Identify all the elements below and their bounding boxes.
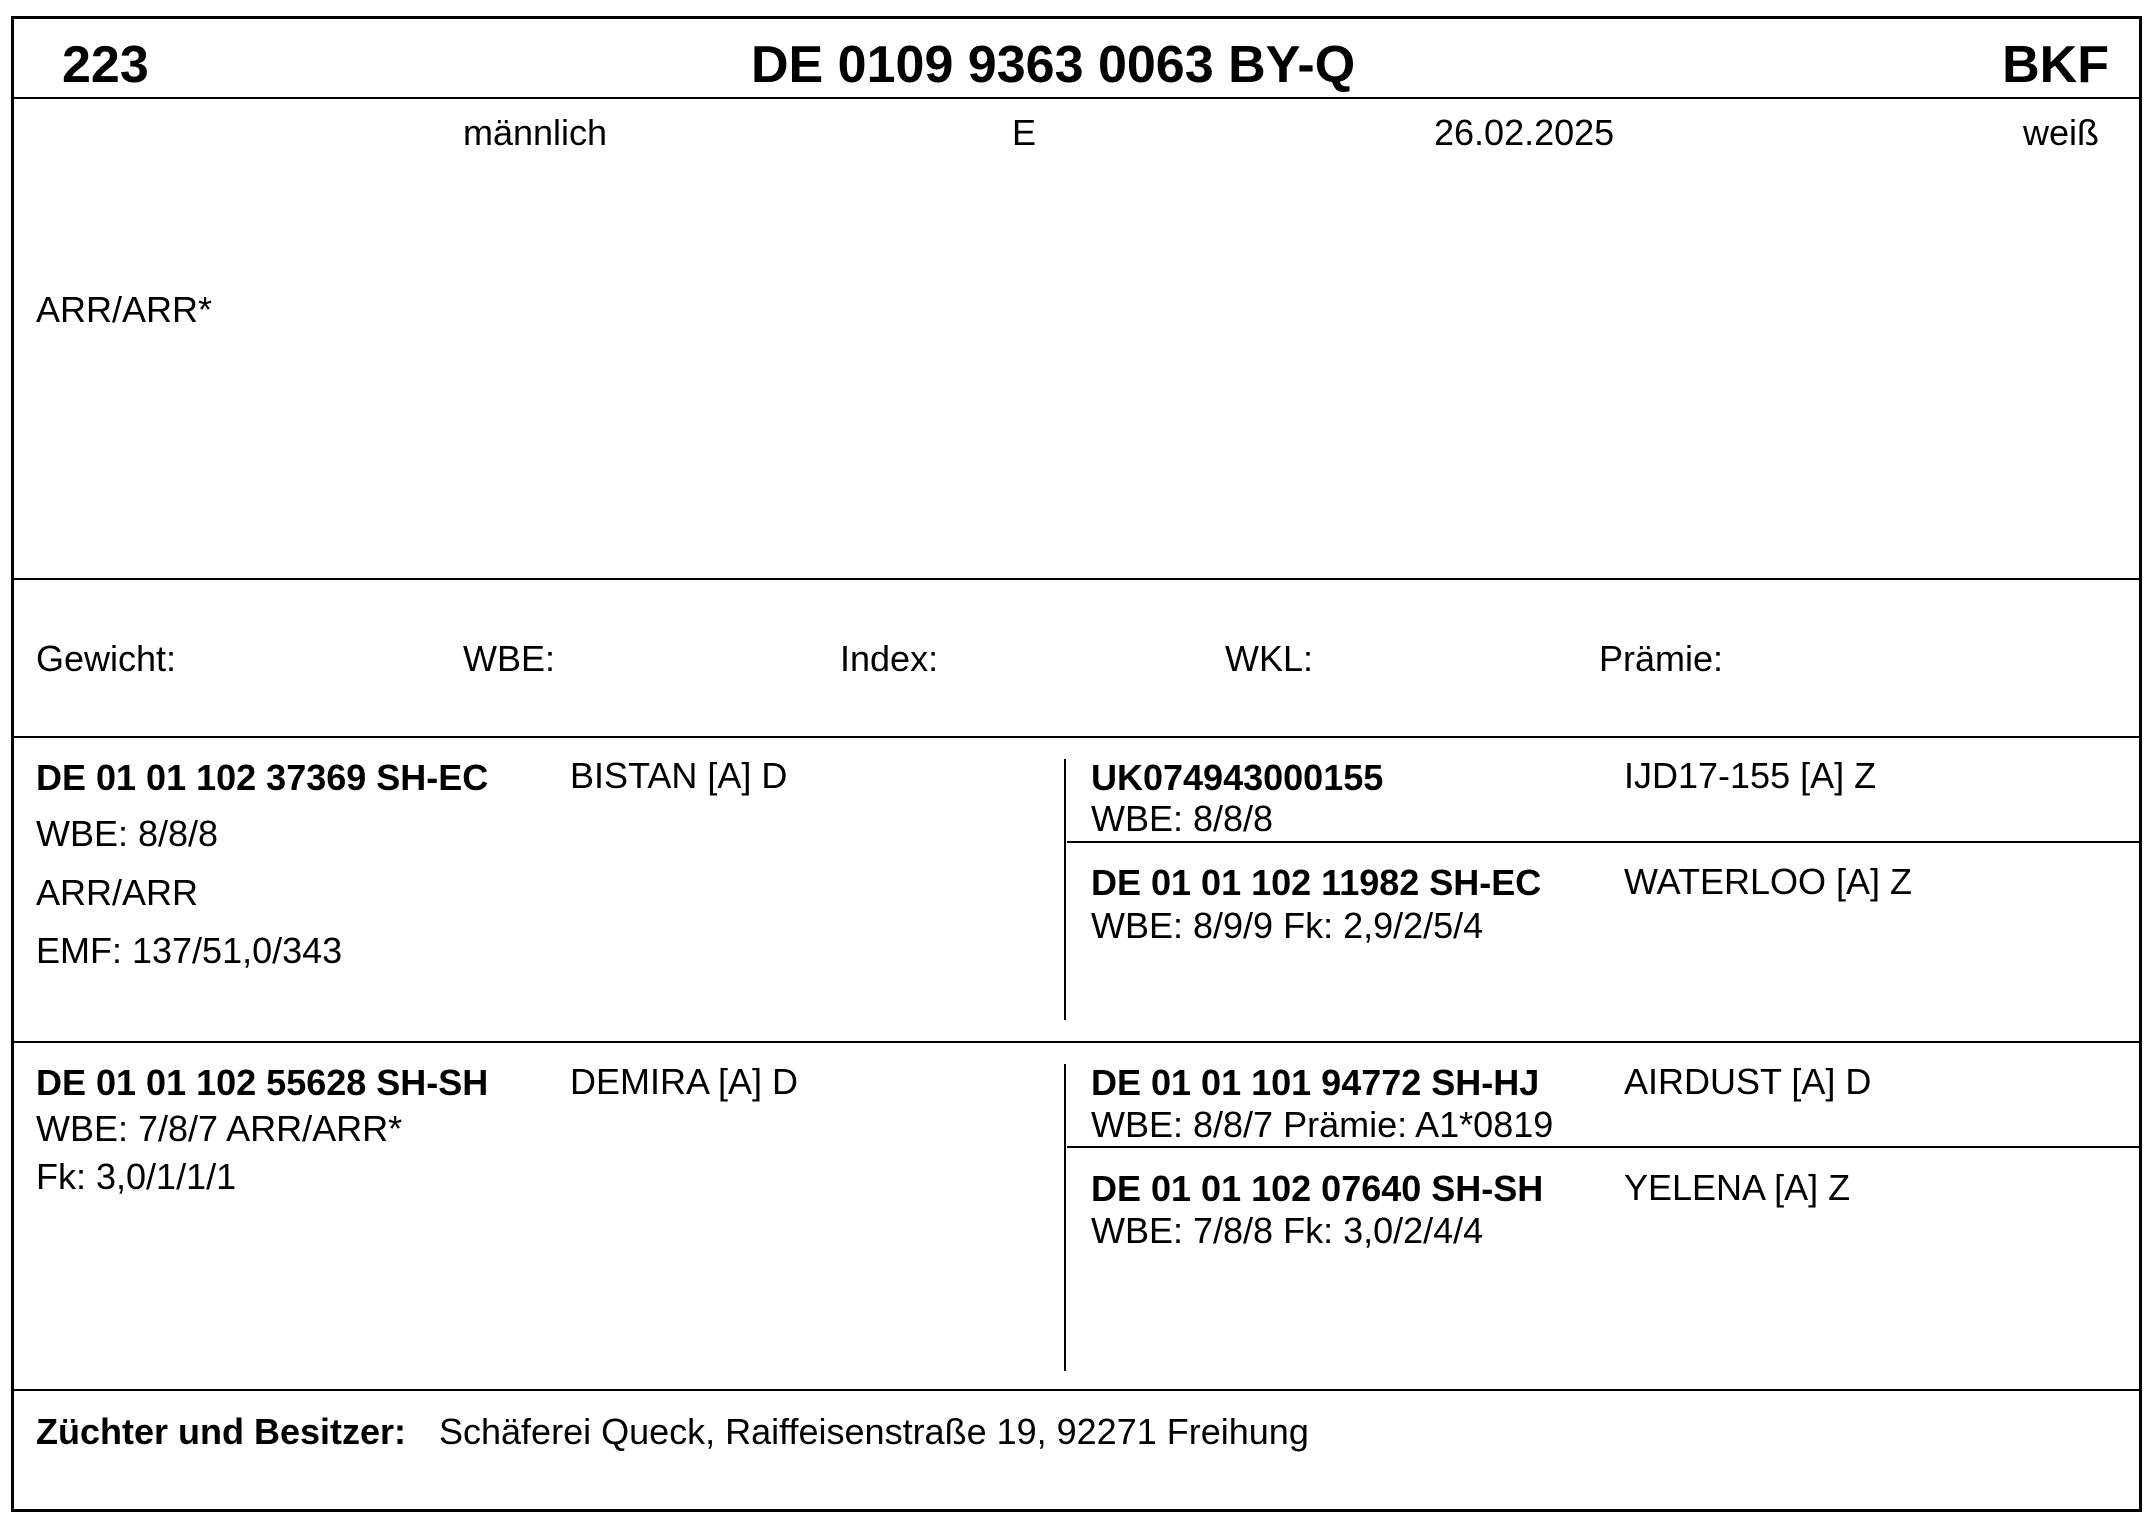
divider-info [14, 578, 2139, 580]
dam-granddam-id: DE 01 01 102 07640 SH-SH [1091, 1168, 1544, 1209]
sire-genotype: ARR/ARR [36, 872, 199, 913]
divider-dam-vertical [1064, 1064, 1066, 1371]
dam-fk: Fk: 3,0/1/1/1 [36, 1156, 237, 1197]
dam-grandsire-wbe: WBE: 8/8/7 Prämie: A1*0819 [1091, 1104, 1554, 1145]
color: weiß [2022, 112, 2099, 153]
sire-id: DE 01 01 102 37369 SH-EC [36, 757, 489, 798]
dam-grandsire-id: DE 01 01 101 94772 SH-HJ [1091, 1062, 1540, 1103]
dam-granddam-name: YELENA [A] Z [1624, 1167, 1851, 1208]
dam-grandsire-name: AIRDUST [A] D [1624, 1061, 1872, 1102]
breeder-label: Züchter und Besitzer: [36, 1411, 407, 1452]
genotype: ARR/ARR* [36, 289, 213, 330]
class: E [1012, 112, 1037, 153]
divider-sire-vertical [1064, 759, 1066, 1020]
sire-emf: EMF: 137/51,0/343 [36, 930, 343, 971]
sire-grandsire-name: IJD17-155 [A] Z [1624, 755, 1877, 796]
sex: männlich [463, 112, 608, 153]
dam-wbe: WBE: 7/8/7 ARR/ARR* [36, 1108, 403, 1149]
divider-dam-grandparents [1067, 1146, 2139, 1148]
animal-number: 223 [62, 36, 149, 94]
sire-grandsire-id: UK074943000155 [1091, 757, 1384, 798]
divider-sire [14, 1041, 2139, 1043]
wkl-label: WKL: [1225, 638, 1314, 679]
dam-name: DEMIRA [A] D [570, 1061, 799, 1102]
sire-name: BISTAN [A] D [570, 755, 788, 796]
sire-granddam-wbe: WBE: 8/9/9 Fk: 2,9/2/5/4 [1091, 905, 1484, 946]
breeder-value: Schäferei Queck, Raiffeisenstraße 19, 92271 Freihung [439, 1411, 1309, 1452]
sire-granddam-id: DE 01 01 102 11982 SH-EC [1091, 862, 1542, 903]
divider-dam [14, 1389, 2139, 1391]
divider-header [14, 97, 2139, 99]
dam-granddam-wbe: WBE: 7/8/8 Fk: 3,0/2/4/4 [1091, 1210, 1484, 1251]
dam-id: DE 01 01 102 55628 SH-SH [36, 1062, 489, 1103]
divider-sire-grandparents [1067, 841, 2139, 843]
wbe-label: WBE: [463, 638, 556, 679]
index-label: Index: [840, 638, 939, 679]
gewicht-label: Gewicht: [36, 638, 177, 679]
praemie-label: Prämie: [1599, 638, 1724, 679]
pedigree-card [11, 16, 2142, 1512]
divider-metrics [14, 736, 2139, 738]
sire-granddam-name: WATERLOO [A] Z [1624, 861, 1913, 902]
ear-tag-id: DE 0109 9363 0063 BY-Q [751, 36, 1356, 94]
date: 26.02.2025 [1434, 112, 1615, 153]
sire-wbe: WBE: 8/8/8 [36, 813, 219, 854]
breed-code: BKF [2002, 36, 2109, 94]
sire-grandsire-wbe: WBE: 8/8/8 [1091, 798, 1274, 839]
